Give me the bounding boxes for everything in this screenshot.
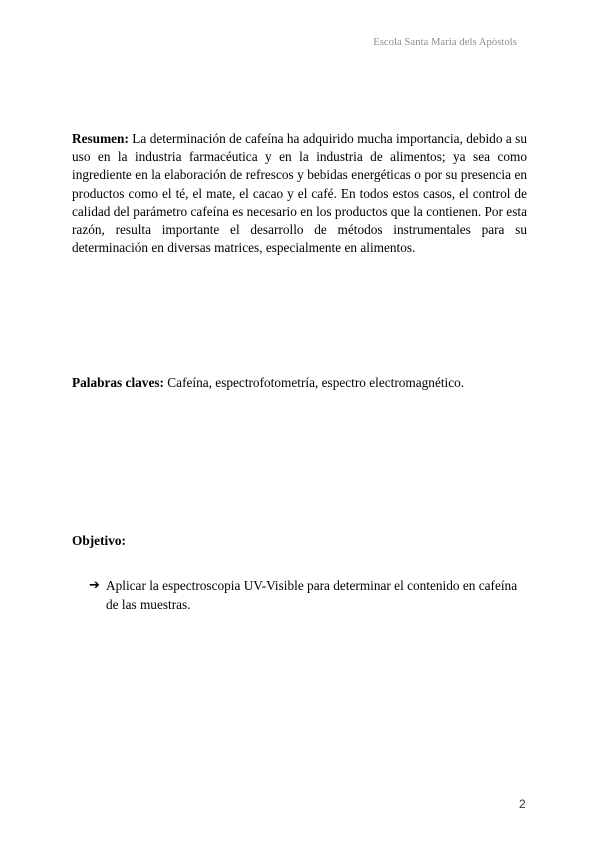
- arrow-right-icon: ➔: [89, 578, 100, 593]
- keywords-label: Palabras claves:: [72, 375, 164, 390]
- objective-title: Objetivo:: [72, 533, 126, 548]
- abstract-label: Resumen:: [72, 131, 129, 146]
- objective-item-text: Aplicar la espectroscopia UV-Visible para determinar el contenido en cafeína de las muestras.: [106, 578, 518, 612]
- page-number: 2: [519, 797, 526, 811]
- abstract-paragraph: [72, 130, 527, 257]
- page-header: Escola Santa Maria dels Apòstols: [373, 37, 517, 48]
- keywords-text: Cafeína, espectrofotometría, espectro electromagnético.: [163, 375, 465, 390]
- abstract-text: La determinación de cafeína ha adquirido mucha importancia, debido a su uso en la industria farmacéutica y en la industria de alimentos; ya sea como ingrediente en la elaboración de refrescos y bebidas energéticas o por su presencia en productos como el té, el mate, el cacao y el café. En todos estos casos, el control de calidad del parámetro cafeína es necesario en los productos que la contienen. Por esta razón, resulta importante el desarrollo de métodos instrumentales para su determinación en diversas matrices, especialmente en alimentos.: [72, 131, 527, 256]
- list-item: [89, 577, 519, 614]
- keywords-paragraph: [72, 374, 532, 392]
- objective-list: [89, 577, 519, 614]
